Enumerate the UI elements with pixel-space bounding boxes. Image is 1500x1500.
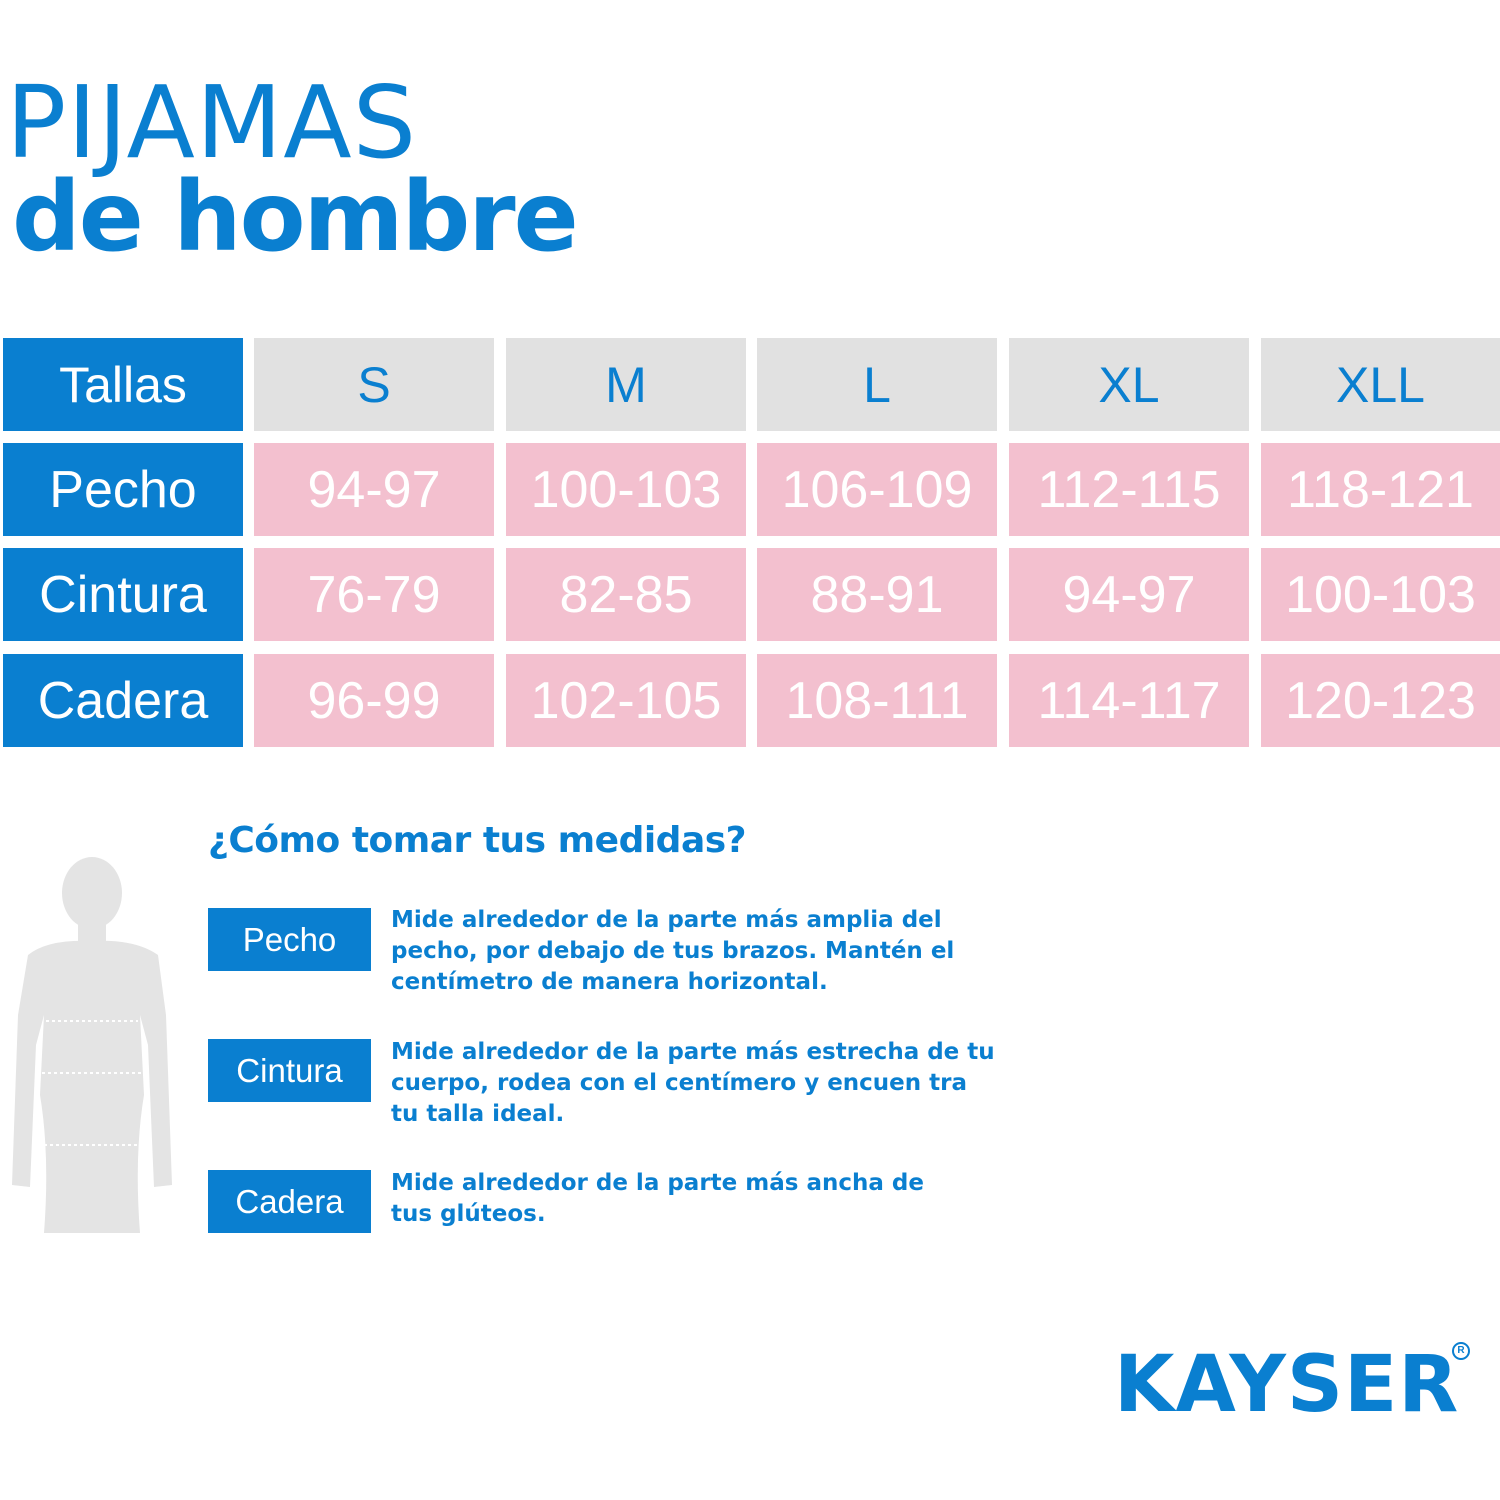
table-cell: 94-97 (254, 443, 494, 536)
table-cell: 102-105 (506, 654, 746, 747)
page-subtitle: de hombre (12, 161, 577, 273)
table-cell: 82-85 (506, 548, 746, 641)
table-cell: 100-103 (1261, 548, 1500, 641)
table-cell: 88-91 (757, 548, 997, 641)
measure-tag-cintura: Cintura (208, 1039, 371, 1102)
brand-logo: KAYSER (1114, 1340, 1460, 1430)
row-label-cintura: Cintura (3, 548, 243, 641)
table-header-label: Tallas (3, 338, 243, 431)
table-cell: 76-79 (254, 548, 494, 641)
table-cell: 112-115 (1009, 443, 1249, 536)
table-cell: 114-117 (1009, 654, 1249, 747)
size-header-m: M (506, 338, 746, 431)
measure-desc-pecho: Mide alrededor de la parte más amplia del pecho, por debajo de tus brazos. Mantén el centímetro de manera horizontal. (391, 907, 955, 995)
table-cell: 96-99 (254, 654, 494, 747)
size-header-xl: XL (1009, 338, 1249, 431)
row-label-pecho: Pecho (3, 443, 243, 536)
registered-mark-icon: R (1452, 1342, 1470, 1360)
page-title: PIJAMAS (6, 64, 418, 181)
measure-desc-cintura: Mide alrededor de la parte más estrecha de tu cuerpo, rodea con el centímero y encuen tra tu talla ideal. (391, 1039, 995, 1127)
table-cell: 120-123 (1261, 654, 1500, 747)
body-silhouette-icon (8, 855, 178, 1235)
measure-desc-cadera: Mide alrededor de la parte más ancha de tus glúteos. (391, 1170, 924, 1227)
size-header-xll: XLL (1261, 338, 1500, 431)
table-cell: 108-111 (757, 654, 997, 747)
table-cell: 106-109 (757, 443, 997, 536)
measure-tag-cadera: Cadera (208, 1170, 371, 1233)
table-cell: 94-97 (1009, 548, 1249, 641)
howto-title: ¿Cómo tomar tus medidas? (208, 820, 747, 861)
table-cell: 100-103 (506, 443, 746, 536)
size-header-s: S (254, 338, 494, 431)
size-header-l: L (757, 338, 997, 431)
table-cell: 118-121 (1261, 443, 1500, 536)
measure-tag-pecho: Pecho (208, 908, 371, 971)
row-label-cadera: Cadera (3, 654, 243, 747)
